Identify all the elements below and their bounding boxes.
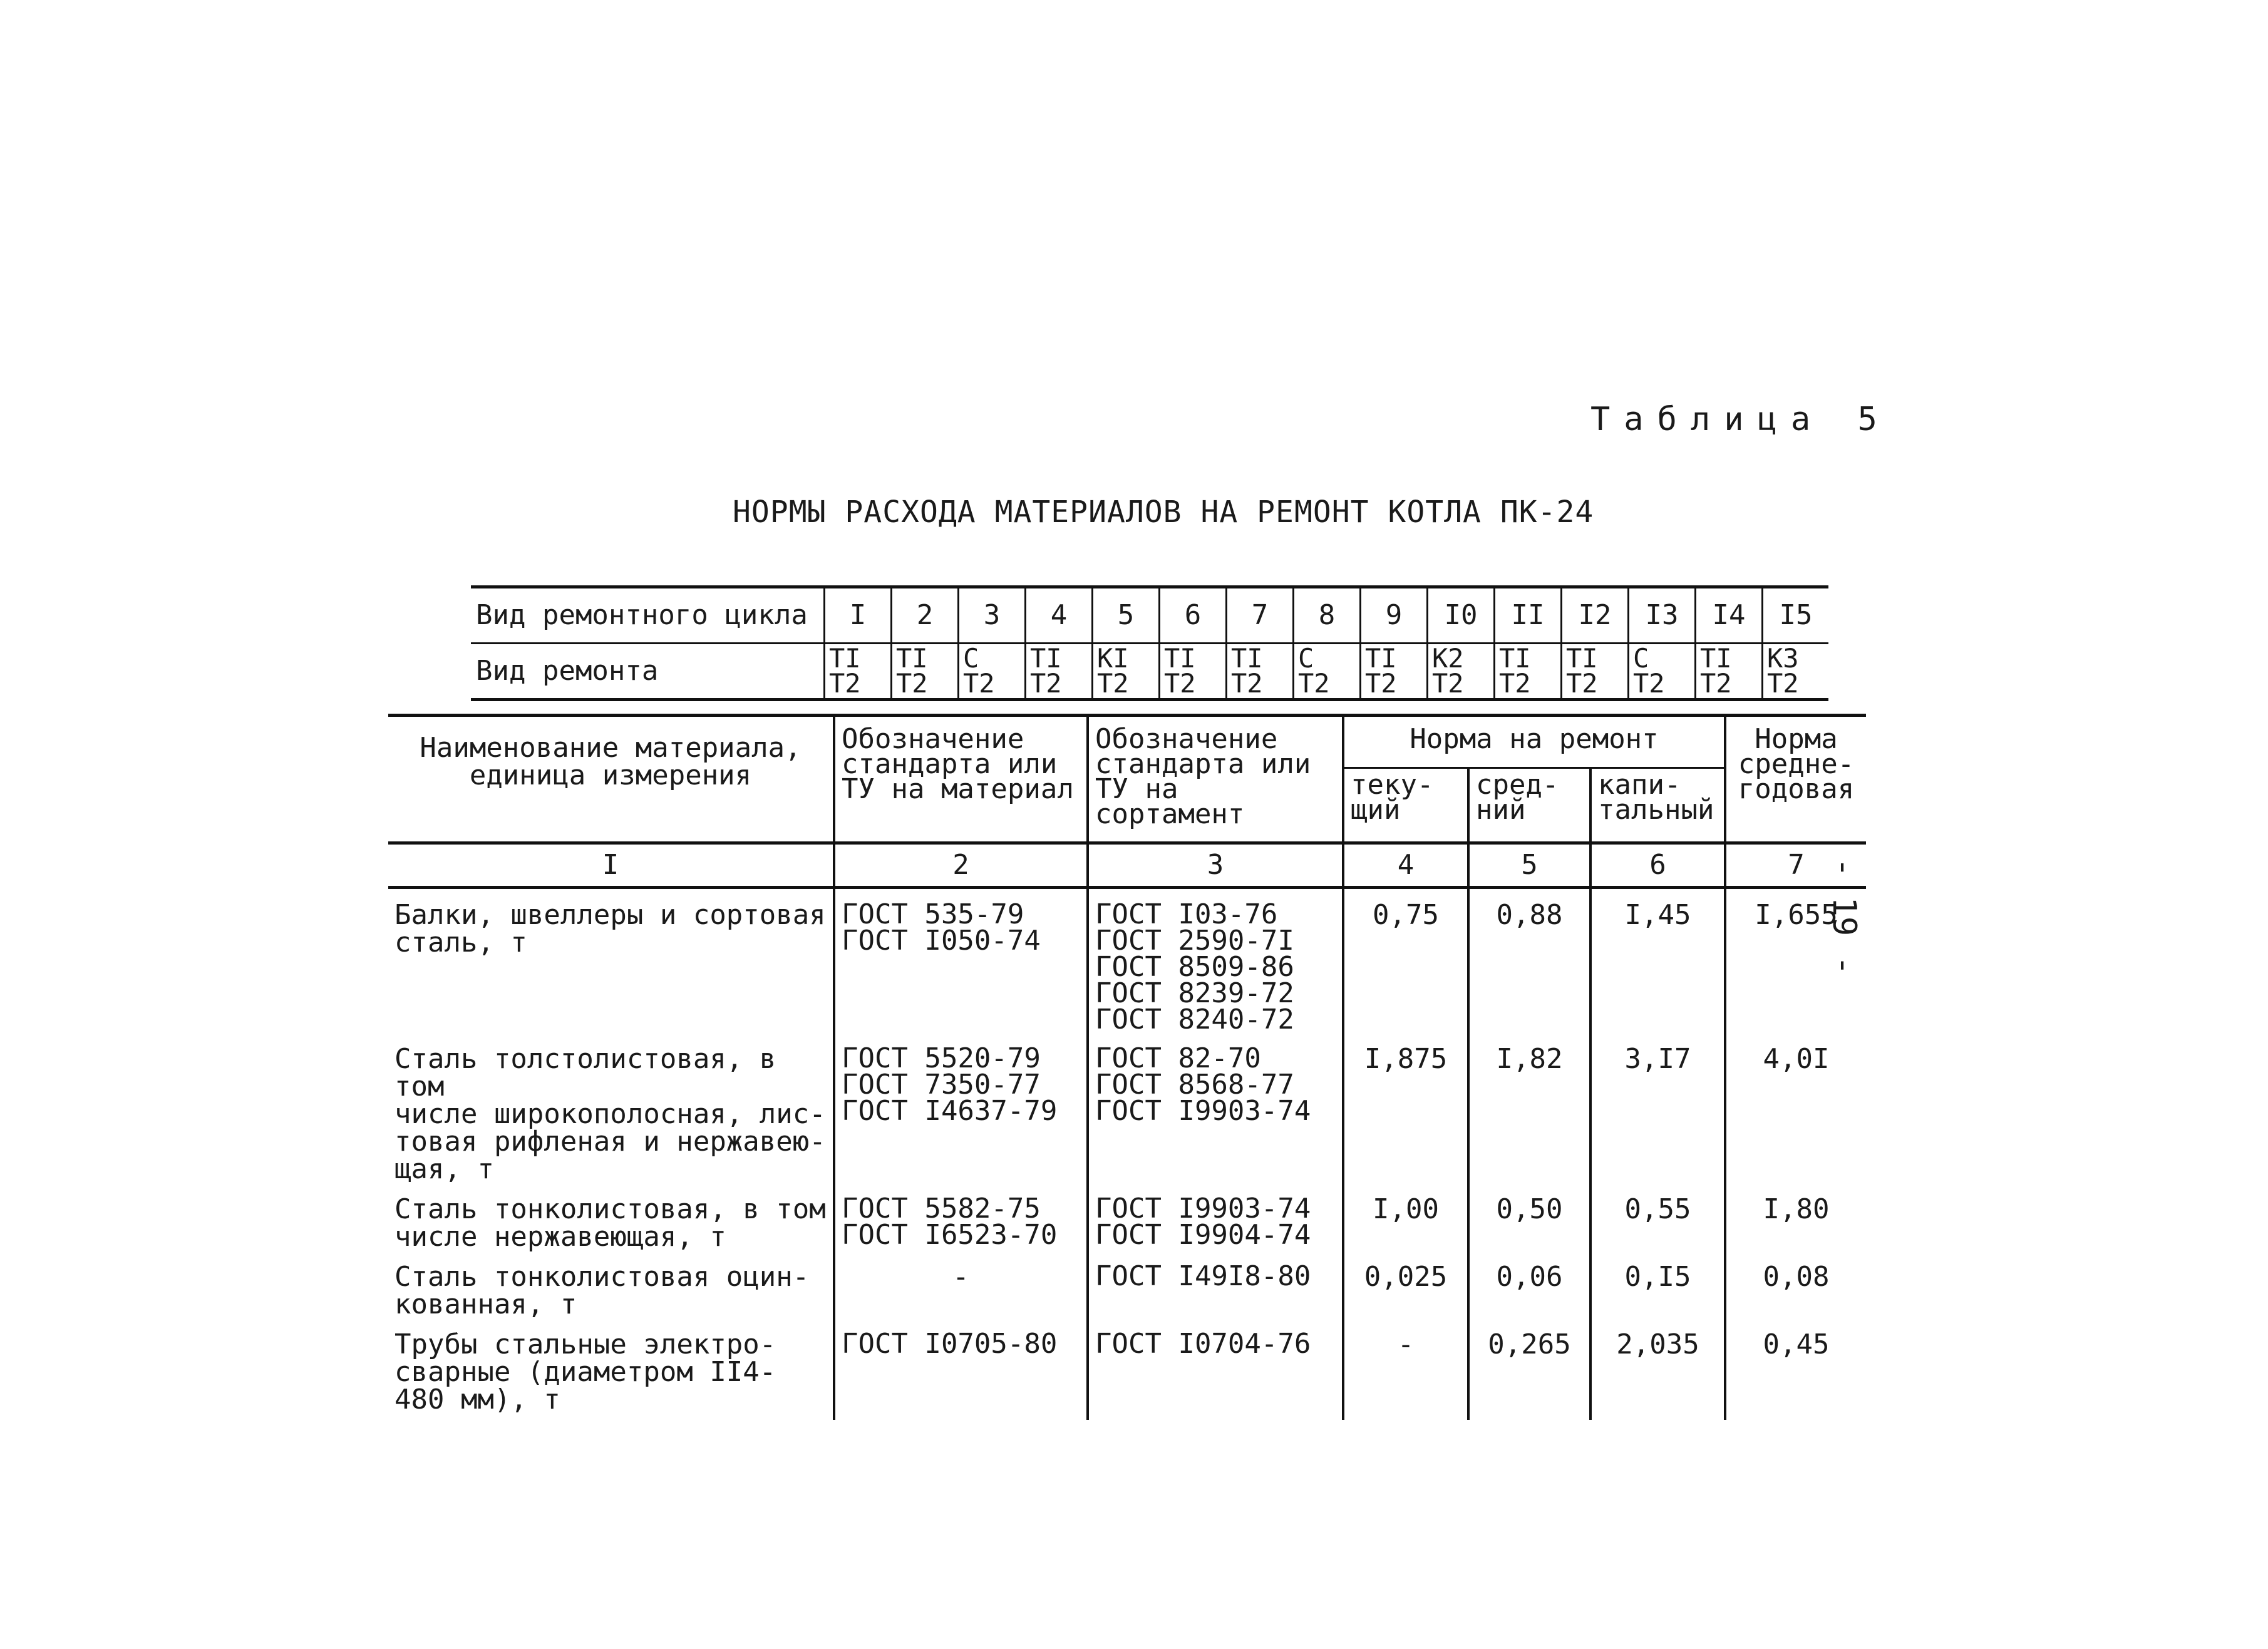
std-material: ГОСТ 5520-79 ГОСТ 7350-77 ГОСТ I4637-79 [834, 1033, 1088, 1183]
repair-kind-cell: С Т2 [1629, 644, 1696, 700]
cycle-number: I [825, 587, 892, 644]
material-name: Трубы стальные электро- сварные (диаметром II4- 480 мм), т [394, 1328, 776, 1415]
cycle-number-row [471, 587, 1828, 644]
cycle-number: 7 [1227, 587, 1294, 644]
norm-medium: 0,265 [1468, 1318, 1590, 1420]
repair-kind-cell: ТI Т2 [1562, 644, 1629, 700]
header-current: теку- щий [1343, 768, 1468, 843]
norm-capital: 0,55 [1590, 1183, 1725, 1251]
header-std-material: Обозначение стандарта или ТУ на материал [834, 716, 1088, 843]
repair-kind-cell: ТI Т2 [1361, 644, 1428, 700]
norm-annual: 0,45 [1725, 1318, 1866, 1420]
cycle-number: 2 [892, 587, 959, 644]
column-number: I [388, 843, 834, 888]
repair-kind-cell: С Т2 [1294, 644, 1361, 700]
std-material: ГОСТ 535-79 ГОСТ I050-74 [834, 888, 1088, 1034]
std-assortment: ГОСТ I0704-76 [1088, 1318, 1343, 1420]
column-number: 3 [1088, 843, 1343, 888]
cycle-row-label: Вид ремонтного цикла [471, 587, 825, 644]
repair-kind-cell: К3 Т2 [1763, 644, 1829, 700]
material-name: Сталь тонколистовая оцин- кованная, т [394, 1261, 810, 1320]
norm-current: I,875 [1343, 1033, 1468, 1183]
header-medium: сред- ний [1468, 768, 1590, 843]
norm-annual: I,80 [1725, 1183, 1866, 1251]
table-row [388, 1318, 1866, 1420]
column-number: 5 [1468, 843, 1590, 888]
repair-kind-cell: ТI Т2 [825, 644, 892, 700]
repair-kind-cell: ТI Т2 [1026, 644, 1093, 700]
cycle-number: I0 [1428, 587, 1495, 644]
norm-medium: I,82 [1468, 1033, 1590, 1183]
cycle-number: 5 [1093, 587, 1160, 644]
repair-kind-cell: ТI Т2 [1495, 644, 1562, 700]
std-assortment: ГОСТ I03-76 ГОСТ 2590-7I ГОСТ 8509-86 ГОСТ 8239-72 ГОСТ 8240-72 [1088, 888, 1343, 1034]
header-annual-norm: Норма средне- годовая [1725, 716, 1866, 843]
header-std-assortment: Обозначение стандарта или ТУ на сортамент [1088, 716, 1343, 843]
norm-capital: 3,I7 [1590, 1033, 1725, 1183]
norm-medium: 0,50 [1468, 1183, 1590, 1251]
material-name: Сталь тонколистовая, в том числе нержавеющая, т [394, 1193, 826, 1253]
page-number: - 19 - [1825, 858, 1863, 975]
repair-kind-cell: ТI Т2 [1696, 644, 1763, 700]
std-assortment: ГОСТ I49I8-80 [1088, 1251, 1343, 1318]
std-assortment: ГОСТ 82-70 ГОСТ 8568-77 ГОСТ I9903-74 [1088, 1033, 1343, 1183]
repair-kind-cell: ТI Т2 [892, 644, 959, 700]
norm-medium: 0,06 [1468, 1251, 1590, 1318]
norm-annual: I,655 [1725, 888, 1866, 1034]
repair-kind-cell: С Т2 [959, 644, 1026, 700]
cycle-number: I2 [1562, 587, 1629, 644]
column-number: 7 [1725, 843, 1866, 888]
norm-annual: 4,0I [1725, 1033, 1866, 1183]
column-number: 4 [1343, 843, 1468, 888]
norm-capital: 2,035 [1590, 1318, 1725, 1420]
repair-kind-cell: ТI Т2 [1160, 644, 1227, 700]
table-row [388, 888, 1866, 1034]
repair-kind-cell: ТI Т2 [1227, 644, 1294, 700]
table-row [388, 1251, 1866, 1318]
norm-current: I,00 [1343, 1183, 1468, 1251]
material-name: Балки, швеллеры и сортовая сталь, т [394, 899, 826, 958]
cycle-number: 9 [1361, 587, 1428, 644]
cycle-number: 4 [1026, 587, 1093, 644]
std-material: - [834, 1251, 1088, 1318]
table-row [388, 1033, 1866, 1183]
norm-capital: I,45 [1590, 888, 1725, 1034]
norm-capital: 0,I5 [1590, 1251, 1725, 1318]
page-title: НОРМЫ РАСХОДА МАТЕРИАЛОВ НА РЕМОНТ КОТЛА ПК-24 [733, 495, 1594, 530]
repair-cycle-table [471, 585, 1828, 701]
column-number: 2 [834, 843, 1088, 888]
table-row [388, 1183, 1866, 1251]
material-name: Сталь толстолистовая, в том числе широкополосная, лис- товая рифленая и нержавею- щая, т [394, 1043, 826, 1185]
cycle-number: 8 [1294, 587, 1361, 644]
repair-kind-cell: К2 Т2 [1428, 644, 1495, 700]
header-capital: капи- тальный [1590, 768, 1725, 843]
norm-current: - [1343, 1318, 1468, 1420]
std-material: ГОСТ I0705-80 [834, 1318, 1088, 1420]
repair-kind-row [471, 644, 1828, 700]
std-material: ГОСТ 5582-75 ГОСТ I6523-70 [834, 1183, 1088, 1251]
table-label: Таблица 5 [1590, 401, 1891, 438]
column-number: 6 [1590, 843, 1725, 888]
std-assortment: ГОСТ I9903-74 ГОСТ I9904-74 [1088, 1183, 1343, 1251]
column-number-row [388, 843, 1866, 888]
cycle-number: I3 [1629, 587, 1696, 644]
cycle-number: II [1495, 587, 1562, 644]
repair-kind-label: Вид ремонта [471, 644, 825, 700]
cycle-number: 6 [1160, 587, 1227, 644]
cycle-number: I5 [1763, 587, 1829, 644]
norm-medium: 0,88 [1468, 888, 1590, 1034]
header-material-name: Наименование материала, единица измерения [388, 716, 834, 843]
cycle-number: 3 [959, 587, 1026, 644]
header-repair-norm: Норма на ремонт [1343, 716, 1725, 768]
material-norms-table [388, 714, 1866, 1420]
norm-current: 0,75 [1343, 888, 1468, 1034]
repair-kind-cell: КI Т2 [1093, 644, 1160, 700]
cycle-number: I4 [1696, 587, 1763, 644]
norm-current: 0,025 [1343, 1251, 1468, 1318]
norm-annual: 0,08 [1725, 1251, 1866, 1318]
